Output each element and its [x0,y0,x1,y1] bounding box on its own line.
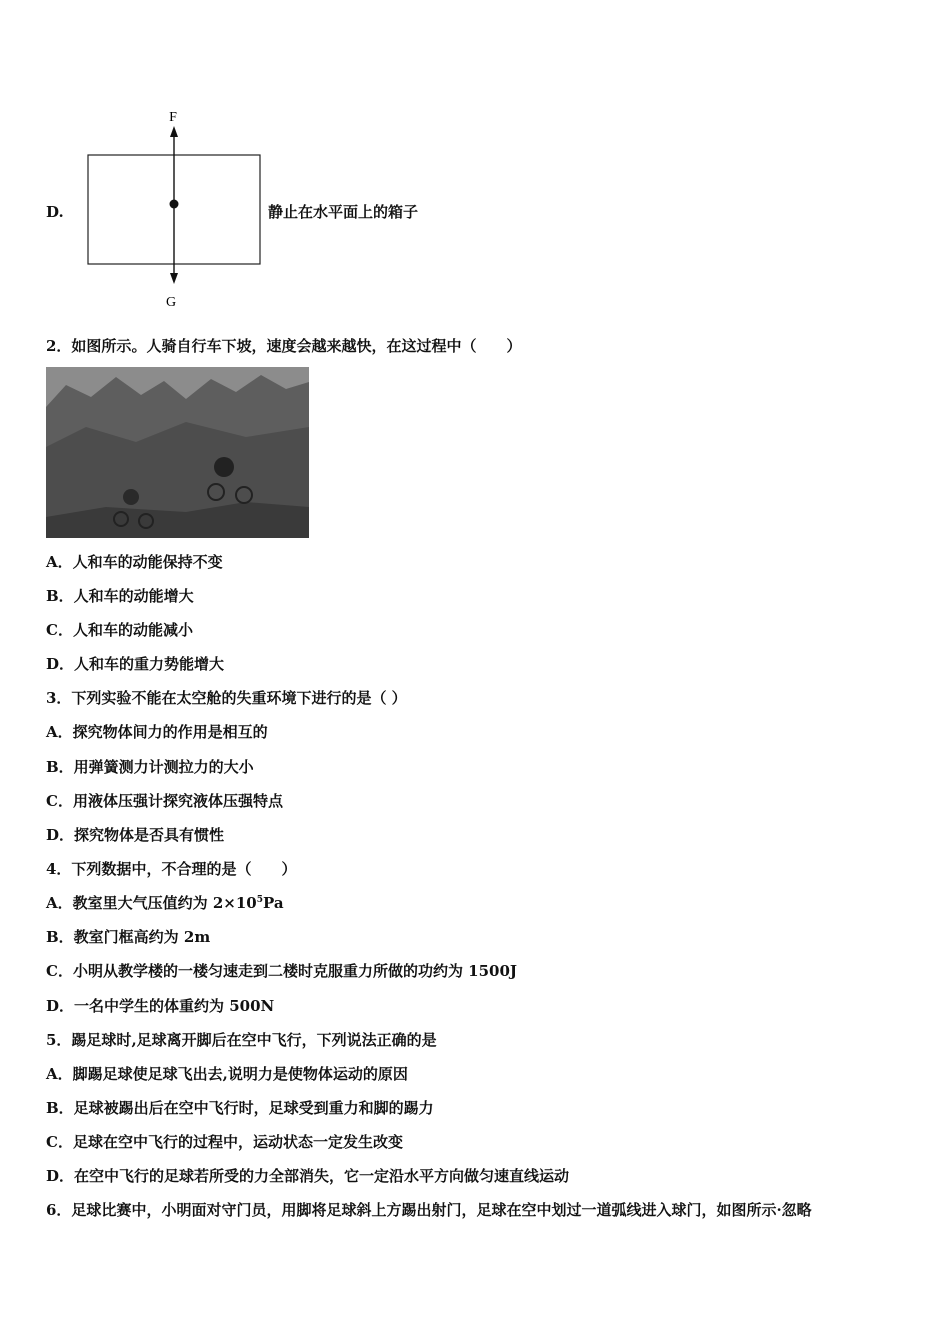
q3-option-a: A．探究物体间力的作用是相互的 [46,723,268,741]
q2-option-c: C．人和车的动能减小 [46,621,193,639]
q4-option-a-unit: Pa [263,894,284,912]
force-g-label: G [165,295,177,310]
q3-option-d: D．探究物体是否具有惯性 [46,826,225,844]
q2-option-b: B．人和车的动能增大 [46,587,194,605]
question-6-stem: 6．足球比赛中，小明面对守门员，用脚将足球斜上方踢出射门，足球在空中划过一道弧线进入球门，如图所示·忽略 [46,1201,812,1219]
q4-option-d: D．一名中学生的体重约为 500N [46,997,275,1015]
q2-option-d: D．人和车的重力势能增大 [46,655,225,673]
question-3-stem: 3．下列实验不能在太空舱的失重环境下进行的是（ ） [46,689,407,707]
q5-option-a: A．脚踢足球使足球飞出去,说明力是使物体运动的原因 [46,1065,408,1083]
question-5-stem: 5．踢足球时,足球离开脚后在空中飞行，下列说法正确的是 [46,1031,437,1049]
q5-option-b: B．足球被踢出后在空中飞行时，足球受到重力和脚的踢力 [46,1099,434,1117]
option-letter: D. [46,203,64,221]
option-caption: 静止在水平面上的箱子 [268,203,419,221]
q3-option-c: C．用液体压强计探究液体压强特点 [46,792,283,810]
q4-option-b: B．教室门框高约为 2m [46,928,211,946]
q5-option-d: D．在空中飞行的足球若所受的力全部消失，它一定沿水平方向做匀速直线运动 [46,1167,570,1185]
q3-option-b: B．用弹簧测力计测拉力的大小 [46,758,254,776]
q5-option-c: C．足球在空中飞行的过程中，运动状态一定发生改变 [46,1133,403,1151]
arrow-up-icon [170,126,178,137]
cyclist-downhill-photo [46,367,309,538]
question-4-stem: 4．下列数据中，不合理的是（ ） [46,860,297,878]
force-f-label: F [169,110,177,125]
q4-option-a-exponent: 5 [256,895,264,905]
q2-option-a: A．人和车的动能保持不变 [46,553,223,571]
question-2-stem: 2．如图所示。人骑自行车下坡，速度会越来越快，在这过程中（ ） [46,337,522,355]
force-diagram [80,104,270,314]
q4-option-a-text: A．教室里大气压值约为 2×10 [46,894,257,912]
arrow-down-icon [170,273,178,284]
center-dot [170,200,179,209]
q4-option-a [46,893,284,913]
q4-option-c: C．小明从教学楼的一楼匀速走到二楼时克服重力所做的功约为 1500J [46,962,518,980]
